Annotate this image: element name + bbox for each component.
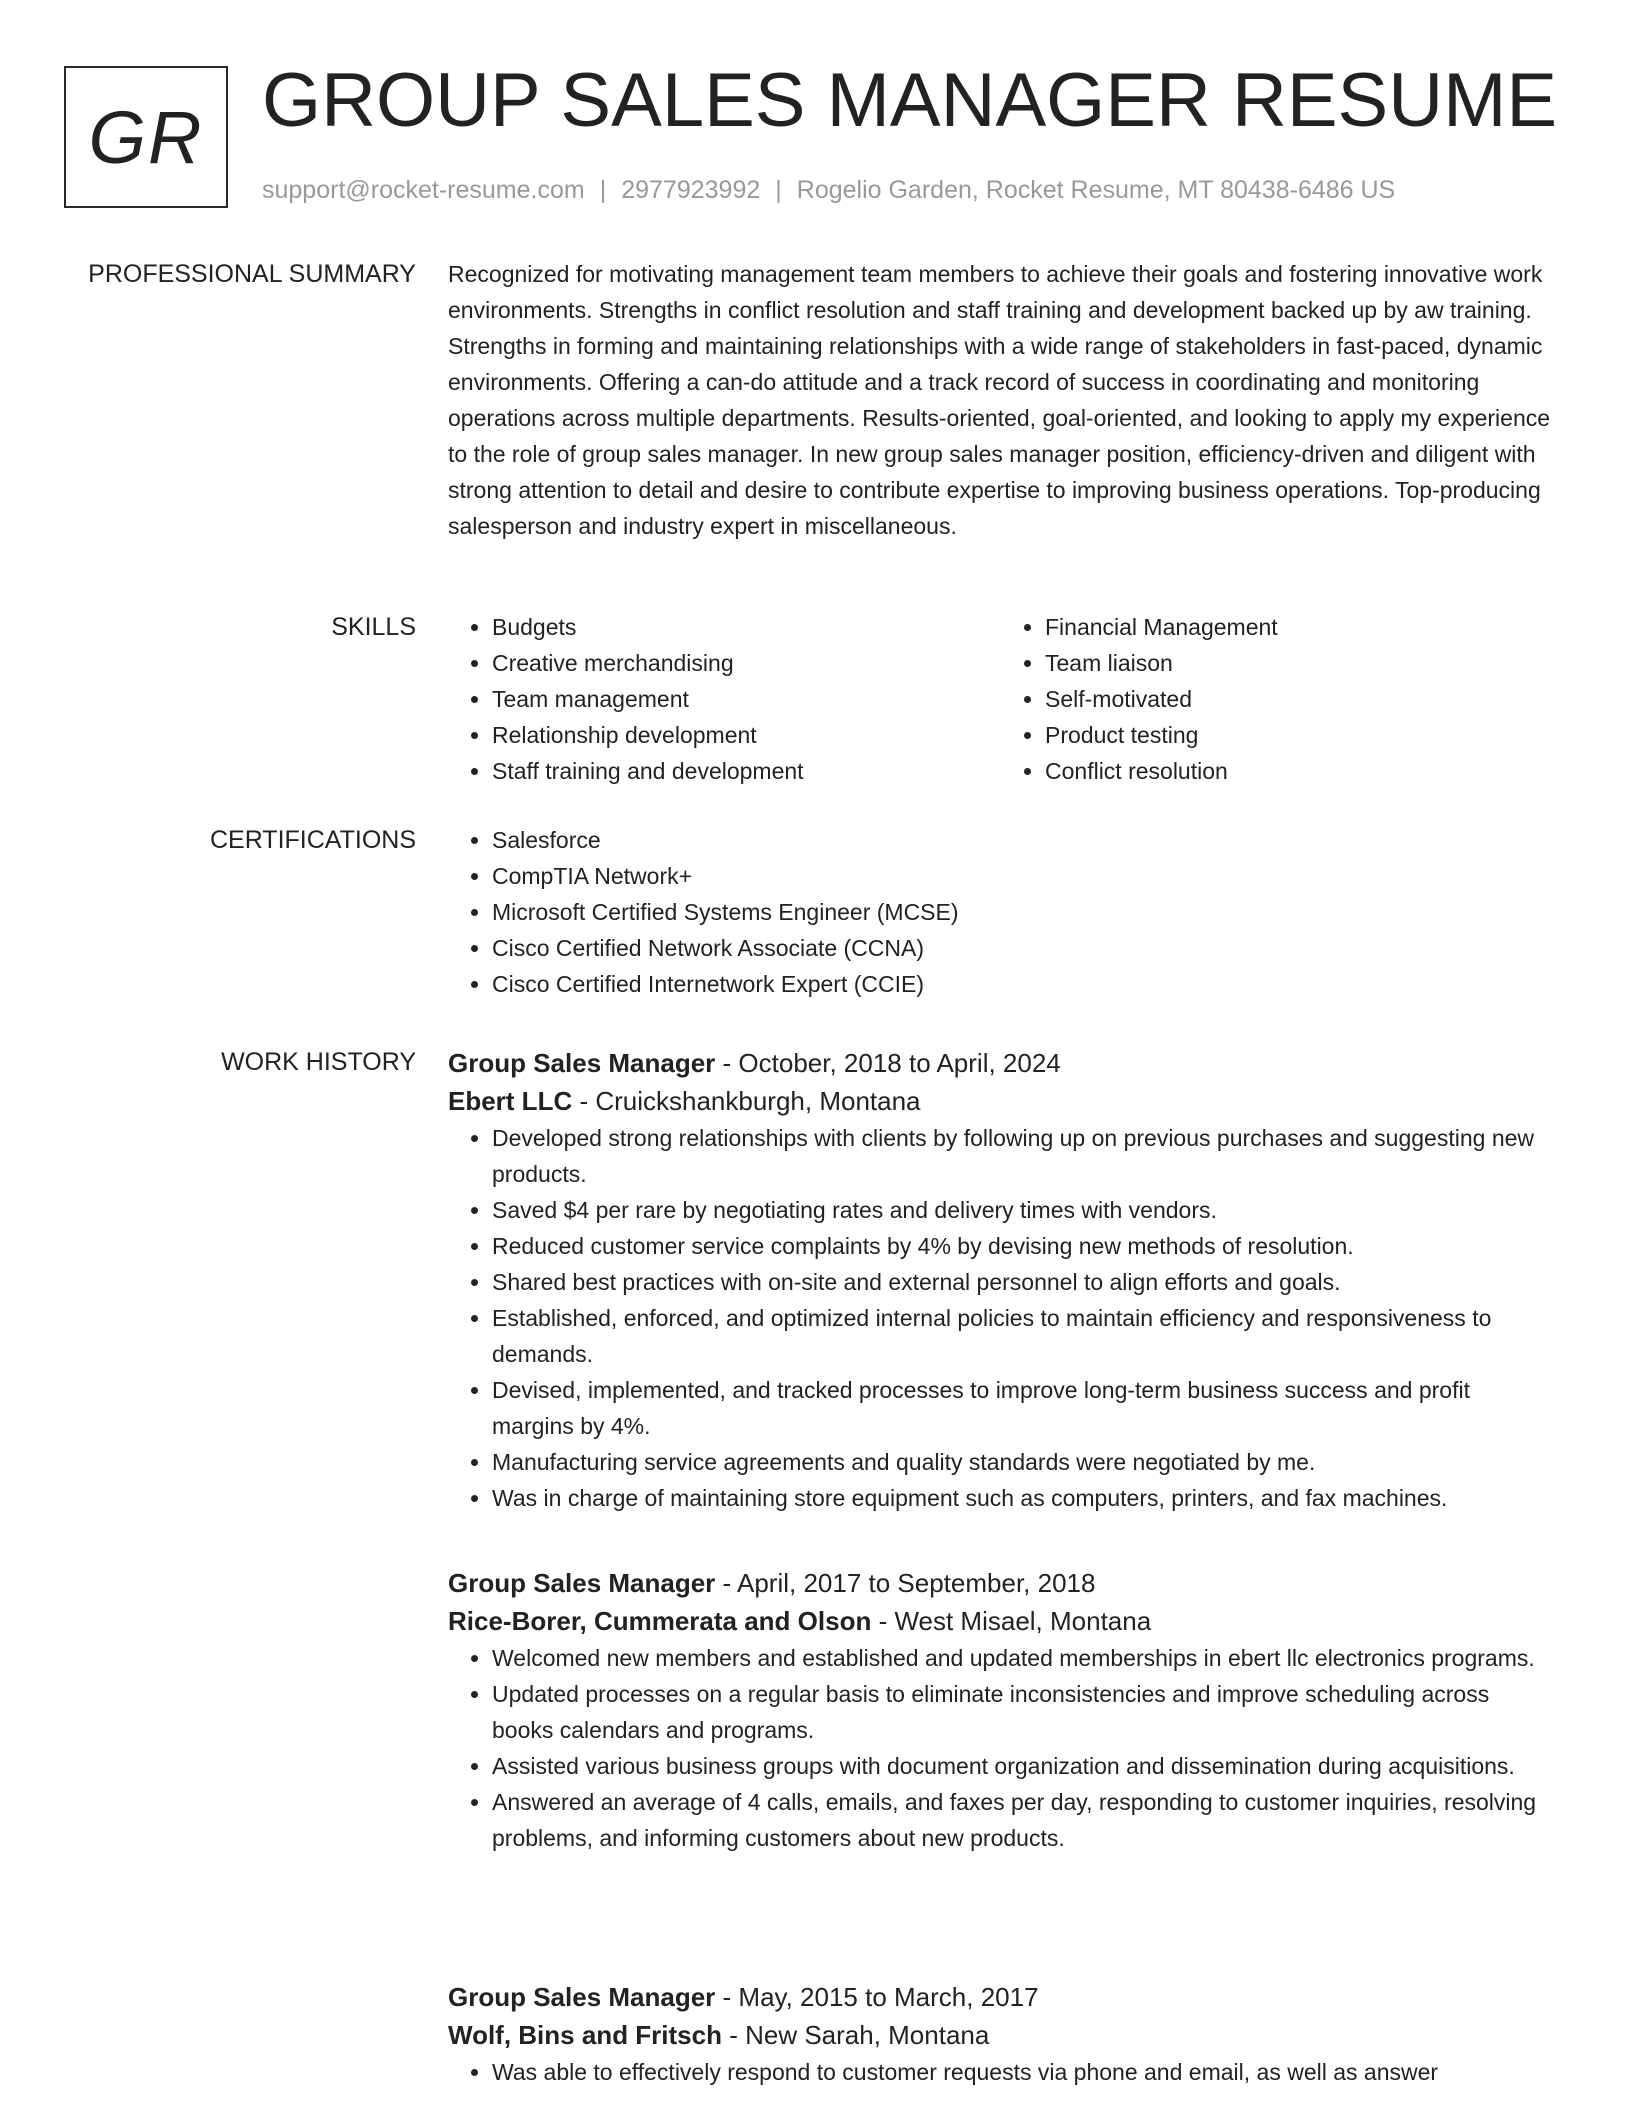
certifications-list	[448, 822, 1554, 1002]
work-history-body	[448, 1044, 1554, 2085]
section-label-summary: PROFESSIONAL SUMMARY	[88, 260, 416, 288]
job-duty: • Established, enforced, and optimized internal policies to maintain efficiency and responsiveness to demands.	[492, 1300, 1554, 1372]
job-title-line	[448, 1564, 1554, 1602]
job-duty: • Devised, implemented, and tracked processes to improve long-term business success and profit margins by 4%.	[492, 1372, 1554, 1444]
skill-item: • Relationship development	[492, 717, 1001, 753]
job-duty: • Was in charge of maintaining store equipment such as computers, printers, and fax machines.	[492, 1480, 1554, 1516]
skill-item: • Product testing	[1045, 717, 1554, 753]
job-company-line	[448, 2016, 1554, 2054]
job-entry	[448, 1978, 1554, 2090]
skills-list-right	[1001, 609, 1554, 789]
job-title-line	[448, 1978, 1554, 2016]
certifications-body	[448, 822, 1554, 1002]
contact-phone[interactable]: 2977923992	[621, 176, 761, 204]
skill-item: • Team management	[492, 681, 1001, 717]
job-company-line	[448, 1082, 1554, 1120]
skills-list-left	[448, 609, 1001, 789]
job-company: Rice-Borer, Cummerata and Olson	[448, 1606, 872, 1636]
job-duty: • Welcomed new members and established and updated memberships in ebert llc electronics programs.	[492, 1640, 1554, 1676]
contact-separator: |	[599, 176, 607, 204]
monogram-box	[64, 66, 228, 208]
job-duty: • Reduced customer service complaints by 4% by devising new methods of resolution.	[492, 1228, 1554, 1264]
skill-item: • Conflict resolution	[1045, 753, 1554, 789]
resume-title: GROUP SALES MANAGER RESUME	[262, 58, 1558, 143]
job-company: Ebert LLC	[448, 1086, 573, 1116]
job-dates: - October, 2018 to April, 2024	[715, 1048, 1061, 1078]
job-duty: • Manufacturing service agreements and quality standards were negotiated by me.	[492, 1444, 1554, 1480]
job-dates: - April, 2017 to September, 2018	[715, 1568, 1096, 1598]
contact-line	[262, 176, 1395, 205]
skill-item: • Financial Management	[1045, 609, 1554, 645]
job-company-line	[448, 1602, 1554, 1640]
job-title-line	[448, 1044, 1554, 1082]
section-label-skills: SKILLS	[331, 613, 416, 641]
summary-text: Recognized for motivating management team members to achieve their goals and fostering innovative work environments. Strengths in conflict resolution and staff training and development backed up by aw training. Strengths in forming and maintaining relationships with a wide range of stakeholders in fast-paced, dynamic environments. Offering a can-do attitude and a track record of success in coordinating and monitoring operations across multiple departments. Results-oriented, goal-oriented, and looking to apply my experience to the role of group sales manager. In new group sales manager position, efficiency-driven and diligent with strong attention to detail and desire to contribute expertise to improving business operations. Top-producing salesperson and industry expert in miscellaneous.	[448, 261, 1551, 539]
skill-item: • Staff training and development	[492, 753, 1001, 789]
job-duty: • Assisted various business groups with document organization and dissemination during acquisitions.	[492, 1748, 1554, 1784]
job-dates: - May, 2015 to March, 2017	[715, 1982, 1039, 2012]
skills-columns	[448, 609, 1554, 789]
job-title: Group Sales Manager	[448, 1568, 716, 1598]
job-title: Group Sales Manager	[448, 1048, 716, 1078]
skill-item: • Budgets	[492, 609, 1001, 645]
job-location: - West Misael, Montana	[871, 1606, 1152, 1636]
section-label-work-history: WORK HISTORY	[221, 1048, 416, 1076]
certification-item: • Cisco Certified Internetwork Expert (CCIE)	[492, 966, 1554, 1002]
job-entry	[448, 1564, 1554, 1856]
job-duty: • Shared best practices with on-site and external personnel to align efforts and goals.	[492, 1264, 1554, 1300]
certification-item: • CompTIA Network+	[492, 858, 1554, 894]
job-company: Wolf, Bins and Fritsch	[448, 2020, 722, 2050]
job-entry	[448, 1044, 1554, 1516]
contact-address: Rogelio Garden, Rocket Resume, MT 80438-6486 US	[796, 176, 1396, 204]
job-duties-list	[448, 2054, 1554, 2090]
job-title: Group Sales Manager	[448, 1982, 716, 2012]
job-duties-list	[448, 1120, 1554, 1516]
certification-item: • Microsoft Certified Systems Engineer (MCSE)	[492, 894, 1554, 930]
contact-email[interactable]: support@rocket-resume.com	[262, 176, 585, 204]
job-duty: • Developed strong relationships with clients by following up on previous purchases and suggesting new products.	[492, 1120, 1554, 1192]
skill-item: • Creative merchandising	[492, 645, 1001, 681]
job-duty: • Updated processes on a regular basis to eliminate inconsistencies and improve scheduling across books calendars and programs.	[492, 1676, 1554, 1748]
skill-item: • Team liaison	[1045, 645, 1554, 681]
contact-separator: |	[775, 176, 782, 204]
certification-item: • Salesforce	[492, 822, 1554, 858]
job-duty: • Was able to effectively respond to customer requests via phone and email, as well as answer	[492, 2054, 1554, 2090]
section-label-certifications: CERTIFICATIONS	[209, 826, 416, 854]
summary-body	[448, 256, 1554, 544]
skill-item: • Self-motivated	[1045, 681, 1554, 717]
monogram-initials: GR	[88, 95, 204, 179]
job-duty: • Answered an average of 4 calls, emails, and faxes per day, responding to customer inquiries, resolving problems, and informing customers about new products.	[492, 1784, 1554, 1856]
job-location: - New Sarah, Montana	[721, 2020, 990, 2050]
job-duties-list	[448, 1640, 1554, 1856]
skills-body	[448, 609, 1554, 789]
job-duty: • Saved $4 per rare by negotiating rates and delivery times with vendors.	[492, 1192, 1554, 1228]
certification-item: • Cisco Certified Network Associate (CCNA)	[492, 930, 1554, 966]
job-location: - Cruickshankburgh, Montana	[572, 1086, 921, 1116]
